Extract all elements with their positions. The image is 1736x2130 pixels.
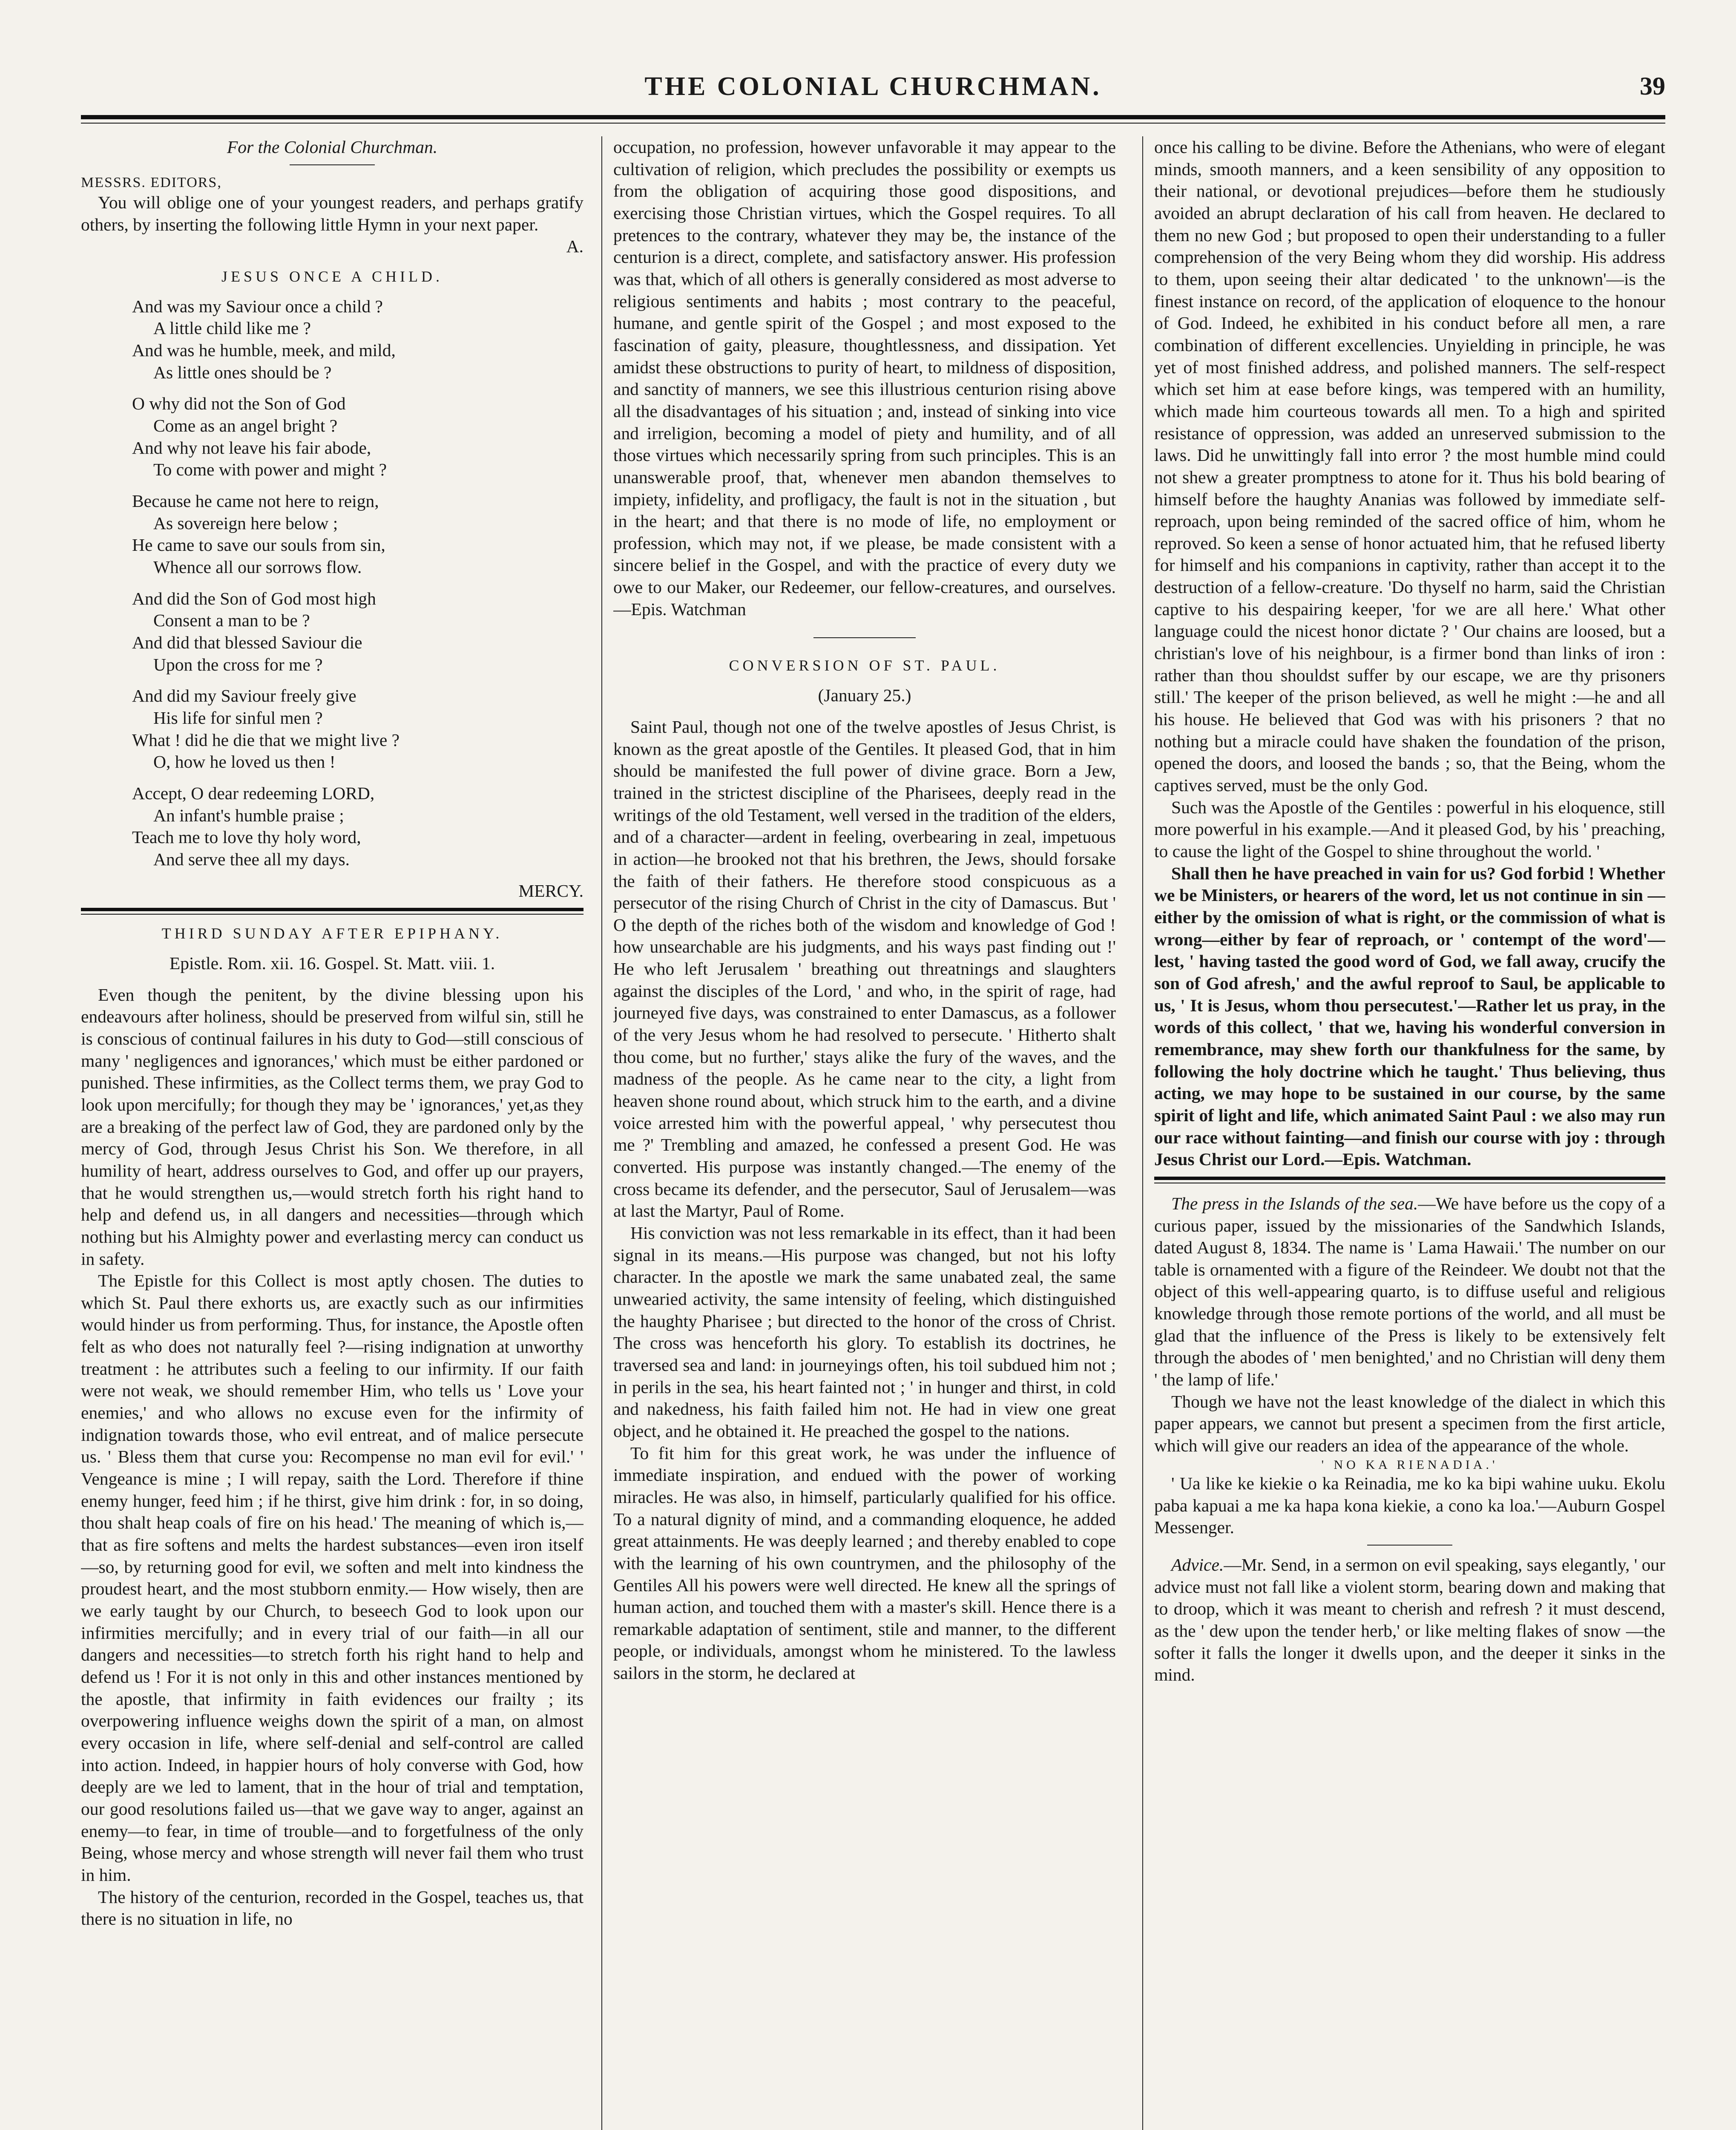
hymn-line: Consent a man to be ? — [153, 610, 310, 630]
hymn-line: Because he came not here to reign, — [132, 491, 379, 511]
sunday-title: THIRD SUNDAY AFTER EPIPHANY. — [161, 925, 503, 942]
advice-article — [1154, 1554, 1665, 1686]
advice-lead: Advice. — [1171, 1555, 1224, 1575]
masthead-rule — [81, 115, 1665, 119]
hymn-line: And did that blessed Saviour die — [132, 632, 362, 652]
hymn-stanza — [132, 588, 583, 676]
sunday-references: Epistle. Rom. xii. 16. Gospel. St. Matt. viii. 1. — [169, 953, 495, 973]
hymn-line: And did the Son of God most high — [132, 588, 376, 608]
hymn-line: And serve thee all my days. — [153, 849, 350, 869]
letter-signature: A. — [566, 236, 583, 256]
hymn-line: A little child like me ? — [153, 318, 311, 338]
hymn-line: An infant's humble praise ; — [153, 805, 344, 825]
column-divider — [1142, 136, 1143, 2130]
article-paragraph: Such was the Apostle of the Gentiles : powerful in his eloquence, still more powerful in his example.—And it pleased God, by his ' preaching, to cause the light of the Gospel to shine throughout the world. ' — [1154, 797, 1665, 861]
hymn-line: What ! did he die that we might live ? — [132, 730, 400, 750]
section-rule — [1154, 1177, 1665, 1180]
column-1 — [81, 136, 583, 2130]
column-divider — [601, 136, 602, 2130]
masthead-title: THE COLONIAL CHURCHMAN. — [644, 72, 1102, 101]
article-paragraph: The Epistle for this Collect is most aptly chosen. The duties to which St. Paul there exhorts us, are exactly such as our infirmities would hinder us from performing. Thus, for instance, the Apostle often felt as who does not naturally feel ?—rising indignation at unworthy treatment : he attributes such a feeling to our infirmity. If our faith were not weak, we should remember Him, who tells us ' Love your enemies,' and who allows no excuse even for the infirmity of indignation towards those, who evil entreat, and of malice persecute us. ' Bless them that curse you: Recompense no man evil for evil.' ' Vengeance is mine ; I will repay, saith the Lord. Therefore if thine enemy hunger, feed him ; if he thirst, give him drink : for, in so doing, thou shalt heap coals of fire on his head.' The meaning of which is,—that as fire softens and melts the hardest substances—even iron itself—so, by returning good for evil, we soften and melt into kindness the proudest heart, and the most stubborn enmity.— How wisely, then are we early taught by our Church, to beseech God to look upon our infirmities mercifully; and in every trial of our faith—in all our dangers and necessities—to stretch forth his right hand to help and defend us ! For it is not only in this and other instances mentioned by the apostle, that infirmity in faith evidences our frailty ; its overpowering influence weighs down the spirit of a man, on almost every occasion in life, where self-denial and self-control are called into action. Indeed, in happier hours of holy converse with God, how deeply are we led to lament, that in the hour of trial and temptation, our good resolutions failed us—that we gave way to anger, against an enemy—to fear, in time of trouble—and to forgetfulness of the only Being, whose mercy and whose strength will never fail them who trust in him. — [81, 1271, 583, 1885]
conversion-title: CONVERSION OF ST. PAUL. — [729, 657, 1000, 674]
article-paragraph: The history of the centurion, recorded in the Gospel, teaches us, that there is no situation in life, no — [81, 1887, 583, 1929]
article-paragraph: occupation, no profession, however unfavorable it may appear to the cultivation of religion, which precludes the possibility or exempts us from the obligation of acquiring those good dispositions, and exercising those Christian virtues, which the Gospel requires. To all pretences to the contrary, whatever they may be, the instance of the centurion is a direct, complete, and satisfactory answer. His profession was that, which of all others is generally considered as most adverse to religious sentiments and habits ; most contrary to the peaceful, humane, and gentle spirit of the Gospel ; and most exposed to the fascination of gaity, pleasure, thoughtlessness, and dissipation. Yet amidst these obstructions to purity of heart, to mildness of disposition, and sanctity of manners, we see this illustrious centurion rising above all the disadvantages of his situation ; and, instead of sinking into vice and irreligion, becoming a model of piety and humility, and of all those virtues which necessarily spring from such principles. This is an unanswerable proof, that, whenever men abandon themselves to impiety, infidelity, and profligacy, the fault is not in the situation , but in the heart; and that there is no mode of life, no employment or profession, which may not, if we please, be made consistent with a sincere belief in the Gospel, and with the practice of every duty we owe to our Maker, our Redeemer, our fellow-creatures, and ourselves.—Epis. Watchman — [613, 137, 1116, 619]
advice-text: —Mr. Send, in a sermon on evil speaking, says elegantly, ' our advice must not fall like a violent storm, bearing down and making that to droop, which it was meant to cherish and refresh ? it must descend, as the ' dew upon the tender herb,' or like melting flakes of snow —the softer it falls the longer it dwells upon, and the deeper it sinks in the mind. — [1154, 1555, 1665, 1685]
newspaper-page — [81, 64, 1665, 2130]
hymn-line: And was he humble, meek, and mild, — [132, 340, 396, 360]
hymn-line: And did my Saviour freely give — [132, 686, 356, 706]
press-text: —We have before us the copy of a curious paper, issued by the missionaries of the Sandwhich Islands, dated August 8, 1834. The name is ' Lama Hawaii.' The number on our table is ornamented with a figure of the Reindeer. We doubt not that the object of this well-appearing quarto, is to diffuse useful and religious knowledge through those remote portions of the world, and all must be glad that the influence of the Press is likely to be extensively felt through the abodes of ' men benighted,' and no Christian will deny them ' the lamp of life.' — [1154, 1193, 1665, 1390]
article-paragraph: His conviction was not less remarkable in its effect, than it had been signal in its means.—His purpose was changed, but not his lofty character. In the apostle we mark the same unabated zeal, the same unwearied activity, the same intensity of feeling, which distinguished the haughty Pharisee ; but directed to the honor of the cross of Christ. The cross was henceforth his glory. To establish its doctrines, he traversed sea and land: in journeyings often, his toil subdued him not ; in perils in the sea, his heart fainted not ; ' in hunger and thirst, in cold and nakedness, his faith failed him not. He had in view one great object, and he obtained it. He preached the gospel to the nations. — [613, 1223, 1116, 1441]
hymn-line: O, how he loved us then ! — [153, 752, 336, 772]
article-paragraph: Shall then he have preached in vain for us? God forbid ! Whether we be Ministers, or hearers of the word, let us not continue in sin —either by the omission of what is right, or the commission of what is wrong—either by fear of reproach, or ' contempt of the word'—lest, ' having tasted the good word of God, we fall away, crucify the son of God afresh,' and the awful reproof to Saul, be applicable to us, ' It is Jesus, whom thou persecutest.'—Rather let us pray, in the words of this collect, ' that we, having his wonderful conversion in remembrance, may shew forth our thankfulness for the same, by following the holy doctrine which he taught.' Thus believing, thus acting, we may hope to be sustained in our course, by the same spirit of light and life, which animated Saint Paul : we also may run our race without fainting—and finish our course with joy : through Jesus Christ our Lord.—Epis. Watchman. — [1154, 863, 1665, 1169]
hymn-line: Accept, O dear redeeming LORD, — [132, 783, 375, 803]
hymn-line: As little ones should be ? — [153, 362, 332, 382]
hymn-line: Whence all our sorrows flow. — [153, 557, 362, 577]
masthead-rule-thin — [81, 123, 1665, 124]
article-paragraph: To fit him for this great work, he was under the influence of immediate inspiration, and endued with the power of working miracles. He was also, in himself, particularly qualified for his office. To a natural dignity of mind, and a commanding eloquence, he added great attainments. He was deeply learned ; and thereby enabled to cope with the learning of his own countrymen, and the philosophy of the Gentiles All his powers were well directed. He knew all the springs of human action, and touched them with a master's skill. Hence there is a remarkable adaptation of sentiment, stile and manner, to the different people, or individuals, amongst whom he ministered. To the lawless sailors in the storm, he declared at — [613, 1443, 1116, 1683]
hymn-stanza — [132, 296, 583, 384]
byline: For the Colonial Churchman. — [227, 137, 438, 157]
hymn-stanza — [132, 490, 583, 579]
section-rule-thin — [81, 914, 583, 915]
hymn-line: His life for sinful men ? — [153, 708, 323, 728]
page-number: 39 — [1640, 72, 1665, 100]
article-paragraph: Though we have not the least knowledge of the dialect in which this paper appears, we cannot but present a specimen from the first article, which will give our readers an idea of the appearance of the whole. — [1154, 1391, 1665, 1456]
press-article — [1154, 1193, 1665, 1391]
hymn-line: O why did not the Son of God — [132, 394, 346, 414]
column-3 — [1154, 136, 1665, 2130]
article-paragraph: once his calling to be divine. Before the Athenians, who were of elegant minds, smooth manners, and a keen sensibility of any opposition to their national, or devotional prejudices—before them he studiously avoided an abrupt declaration of his call from heaven. He declared to them no new God ; but proposed to open their understanding to a fuller comprehension of the very Being whom they did worship. His address to them, upon seeing their altar dedicated ' to the unknown'—is the finest instance on record, of the application of eloquence to the honour of God. Indeed, he exhibited in his conduct before all men, a rare combination of different excellencies. Unyielding in principle, he was yet of most finished address, and polished manners. The self-respect which set him at ease before kings, was tempered with an humility, which made him courteous towards all men. To a high and spirited resistance of oppression, was added an unreserved submission to the laws. Did he unwittingly fall into error ? the most humble mind could not shew a greater promptness to atone for it. Thus his bold bearing of himself before the haughty Ananias was followed by immediate self-reproach, upon being reminded of the sacred office of him, whom he reproved. So keen a sense of honor actuated him, that he refused liberty for himself and his companions in captivity, rather than accept it to the destruction of a fellow-creature. 'Do thyself no harm, said the Christian captive to his despairing keeper, 'for we are all here.' What other language could the nicest honor dictate ? ' Our chains are loosed, but a christian's love of his neighbour, is a firmer bond than links of iron : rather than thou shouldst suffer by our escape, we are thy prisoners still.' The keeper of the prison believed, as well he might :—he and all his house. He believed that God was with his prisoners ? that no nothing but a miracle could have shaken the foundation of the prison, opened the doors, and loosed the bands ; so, that the Being, whom the captives served, must be the only God. — [1154, 137, 1665, 795]
conversion-date: (January 25.) — [818, 685, 911, 705]
hymn-title: JESUS ONCE A CHILD. — [221, 268, 443, 285]
divider — [813, 637, 916, 638]
hymn-stanza — [132, 783, 583, 871]
masthead — [81, 64, 1665, 111]
hymn-signature: MERCY. — [518, 881, 583, 901]
divider — [290, 164, 375, 165]
section-rule — [81, 908, 583, 911]
hymn-line: To come with power and might ? — [153, 460, 387, 480]
article-paragraph: Saint Paul, though not one of the twelve apostles of Jesus Christ, is known as the great apostle of the Gentiles. It pleased God, that in him should be manifested the full power of divine grace. Born a Jew, trained in the strictest discipline of the Pharisees, deeply read in the writings of the old Testament, well versed in the tradition of the elders, and of a character—ardent in feeling, overbearing in zeal, impetuous in action—he brooked not that his brethren, the Jews, should forsake the faith of their fathers. He therefore stood conspicuous as a persecutor of the rising Church of Christ in the city of Damascus. But ' O the depth of the riches both of the wisdom and knowledge of God ! how unsearchable are his judgments, and his ways past finding out !' He who left Jerusalem ' breathing out threatnings and slaughters against the disciples of the Lord, ' and who, in the spirit of rage, had journeyed five days, was constrained to enter Damascus, as a follower of the very Jesus whom he had resolved to persecute. ' Hitherto shalt thou come, but no further,' stays alike the fury of the waves, and the madness of the people. As he came near to the city, a light from heaven shone round about, which struck him to the earth, and a divine voice arrested him with the powerful appeal, ' why persecutest thou me ?' Trembling and amazed, he confessed a present God. He was converted. His purpose was instantly changed.—The enemy of the cross became its defender, and the persecutor, Saul of Jerusalem—was at last the Martyr, Paul of Rome. — [613, 717, 1116, 1221]
hawaiian-title: ' NO KA RIENADIA.' — [1321, 1457, 1498, 1472]
article-paragraph: Even though the penitent, by the divine blessing upon his endeavours after holiness, should be preserved from wilful sin, still he is conscious of continual failures in his duty to God—still conscious of many ' negligences and ignorances,' which must be either pardoned or punished. These infirmities, as the Collect terms them, we pray God to look upon mercifully; for though they may be ' ignorances,' yet,as they are a breaking of the perfect law of God, they are pardoned only by the mercy of God, through Jesus Christ his Son. We therefore, in all humility of heart, address ourselves to God, and offer up our prayers, that he would strengthen us,—would stretch forth his right hand to help and defend us, in all dangers and necessities—through which nothing but his Almighty power and everlasting mercy can conduct us in safety. — [81, 984, 583, 1269]
hymn-line: He came to save our souls from sin, — [132, 535, 385, 555]
hymn-line: Come as an angel bright ? — [153, 416, 338, 436]
hymn-line: Teach me to love thy holy word, — [132, 827, 361, 847]
salutation: MESSRS. EDITORS, — [81, 174, 222, 190]
press-lead: The press in the Islands of the sea. — [1171, 1193, 1418, 1213]
hymn — [132, 296, 583, 871]
hymn-stanza — [132, 685, 583, 773]
divider — [1367, 1545, 1452, 1546]
hymn-line: And why not leave his fair abode, — [132, 438, 371, 458]
hawaiian-specimen: ' Ua like ke kiekie o ka Reinadia, me ko ka bipi wahine uuku. Ekolu paba kapuai a me ka hapa kona kiekie, a cono ka loa.'—Auburn Gospel Messenger. — [1154, 1474, 1665, 1537]
hymn-line: Upon the cross for me ? — [153, 654, 323, 674]
column-2 — [613, 136, 1116, 2130]
letter-intro: You will oblige one of your youngest readers, and perhaps gratify others, by inserting the following little Hymn in your next paper. — [81, 192, 583, 234]
hymn-line: And was my Saviour once a child ? — [132, 296, 383, 316]
hymn-stanza — [132, 393, 583, 481]
hymn-line: As sovereign here below ; — [153, 513, 338, 533]
